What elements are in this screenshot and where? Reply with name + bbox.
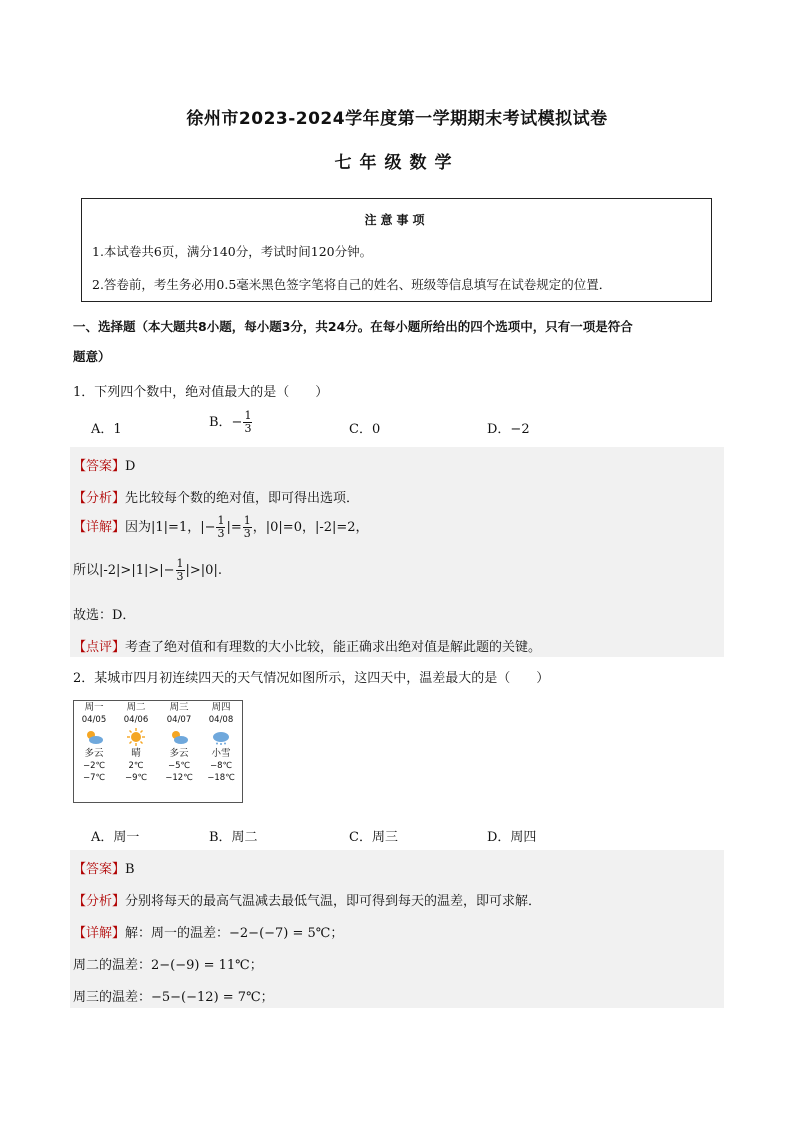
- weather-low: −12℃: [165, 773, 193, 783]
- fraction-numerator: 1: [217, 514, 225, 527]
- answer-value: B: [125, 862, 135, 877]
- weather-desc: 多云: [84, 748, 104, 759]
- snow-cloud-icon: [200, 727, 242, 747]
- detail-text: 解：周一的温差：−2−(−7) = 5℃；: [125, 926, 344, 941]
- section-heading: [73, 312, 723, 372]
- fraction-numerator: 1: [243, 514, 251, 527]
- analysis-tag: 【分析】: [73, 491, 126, 506]
- q1-answer: [73, 455, 135, 474]
- weather-desc: 小雪: [211, 748, 231, 759]
- comment-text: 考查了绝对值和有理数的大小比较，能正确求出绝对值是解此题的关键。: [125, 640, 542, 655]
- section-heading-line-1: 一、选择题（本大题共8小题，每小题3分，共24分。在每小题所给出的四个选项中，只有一项是符合: [73, 319, 633, 334]
- weather-day-4: [200, 701, 242, 784]
- q2-option-d: D．周四: [487, 830, 537, 845]
- weather-desc: 晴: [131, 748, 141, 759]
- exam-subtitle: 七年级数学: [334, 153, 460, 173]
- q2-answer: [73, 858, 135, 877]
- answer-tag: 【答案】: [73, 862, 126, 877]
- q2-detail-1: [73, 922, 343, 941]
- q1-comment: [73, 636, 541, 655]
- weather-low: −7℃: [82, 773, 106, 783]
- q1-option-d: D．−2: [487, 422, 530, 437]
- analysis-tag: 【分析】: [73, 894, 126, 909]
- fraction-denominator: 3: [176, 570, 184, 583]
- weather-high: 2℃: [128, 761, 144, 771]
- question-2-stem: 2．某城市四月初连续四天的天气情况如图所示，这四天中，温差最大的是（ ）: [73, 671, 550, 686]
- detail-part-a: 因为|1|=1，|−: [125, 520, 216, 535]
- fraction-denominator: 3: [243, 527, 251, 540]
- detail-tag: 【详解】: [73, 926, 126, 941]
- q1-choose: 故选：D．: [73, 608, 136, 623]
- weather-date: 04/05: [81, 715, 107, 725]
- weather-day-label: 周一: [84, 702, 104, 713]
- q1-option-b-prefix: B．−: [209, 415, 243, 430]
- weather-high: −8℃: [209, 761, 233, 771]
- partly-cloudy-icon: [158, 727, 200, 747]
- detail-line2-part-a: 所以|-2|>|1|>|−: [73, 563, 175, 578]
- q2-analysis: [73, 890, 541, 909]
- analysis-text: 分别将每天的最高气温减去最低气温，即可得到每天的温差，即可求解．: [125, 894, 542, 909]
- answer-value: D: [125, 459, 136, 474]
- q2-option-c: C．周三: [349, 830, 398, 845]
- weather-day-2: [115, 701, 157, 784]
- section-heading-line-2: 题意）: [73, 349, 111, 364]
- q1-option-b-fraction: [243, 410, 252, 435]
- detail-line2-part-b: |>|0|.: [185, 563, 222, 578]
- notice-line-2: 2.答卷前，考生务必用0.5毫米黑色签字笔将自己的姓名、班级等信息填写在试卷规定的位置．: [92, 277, 612, 292]
- q1-option-c: C．0: [349, 422, 381, 437]
- detail-line2-fraction: [176, 558, 185, 583]
- partly-cloudy-icon: [73, 727, 115, 747]
- weather-day-label: 周三: [169, 702, 189, 713]
- fraction-denominator: 3: [217, 527, 225, 540]
- q1-detail-line-2: [73, 558, 222, 583]
- detail-fraction-1: [216, 515, 225, 540]
- detail-fraction-2: [243, 515, 252, 540]
- weather-low: −9℃: [124, 773, 148, 783]
- weather-high: −2℃: [82, 761, 106, 771]
- sunny-icon: [115, 727, 157, 747]
- q1-option-a: A．1: [91, 422, 122, 437]
- q2-option-b: B．周二: [209, 830, 258, 845]
- detail-part-c: ，|0|=0，|-2|=2，: [252, 520, 369, 535]
- notice-box: [81, 198, 712, 302]
- analysis-text: 先比较每个数的绝对值，即可得出选项．: [125, 491, 360, 506]
- weather-date: 04/06: [123, 715, 149, 725]
- comment-tag: 【点评】: [73, 640, 126, 655]
- q1-analysis: [73, 487, 359, 506]
- detail-tag: 【详解】: [73, 520, 126, 535]
- weather-low: −18℃: [207, 773, 235, 783]
- notice-line-1: 1.本试卷共6页，满分140分，考试时间120分钟。: [92, 244, 373, 259]
- fraction-numerator: 1: [176, 557, 184, 570]
- fraction-numerator: 1: [244, 409, 252, 422]
- weather-day-label: 周二: [126, 702, 146, 713]
- q1-detail: [73, 515, 369, 540]
- exam-title: 徐州市2023-2024学年度第一学期期末考试模拟试卷: [186, 109, 608, 129]
- weather-day-1: [73, 701, 115, 784]
- weather-date: 04/08: [208, 715, 234, 725]
- weather-desc: 多云: [169, 748, 189, 759]
- q2-detail-3: 周三的温差：−5−(−12) = 7℃；: [73, 990, 274, 1005]
- q1-solution-block: [70, 447, 724, 657]
- weather-date: 04/07: [166, 715, 192, 725]
- q2-detail-2: 周二的温差：2−(−9) = 11℃；: [73, 958, 263, 973]
- notice-title: 注意事项: [364, 213, 429, 227]
- question-1-stem: 1．下列四个数中，绝对值最大的是（ ）: [73, 385, 329, 400]
- weather-table: [73, 700, 243, 803]
- answer-tag: 【答案】: [73, 459, 126, 474]
- q2-option-a: A．周一: [91, 830, 140, 845]
- weather-day-3: [158, 701, 200, 784]
- fraction-denominator: 3: [244, 422, 252, 435]
- q1-option-b: [209, 410, 253, 435]
- detail-part-b: |=: [226, 520, 242, 535]
- weather-day-label: 周四: [211, 702, 231, 713]
- weather-high: −5℃: [167, 761, 191, 771]
